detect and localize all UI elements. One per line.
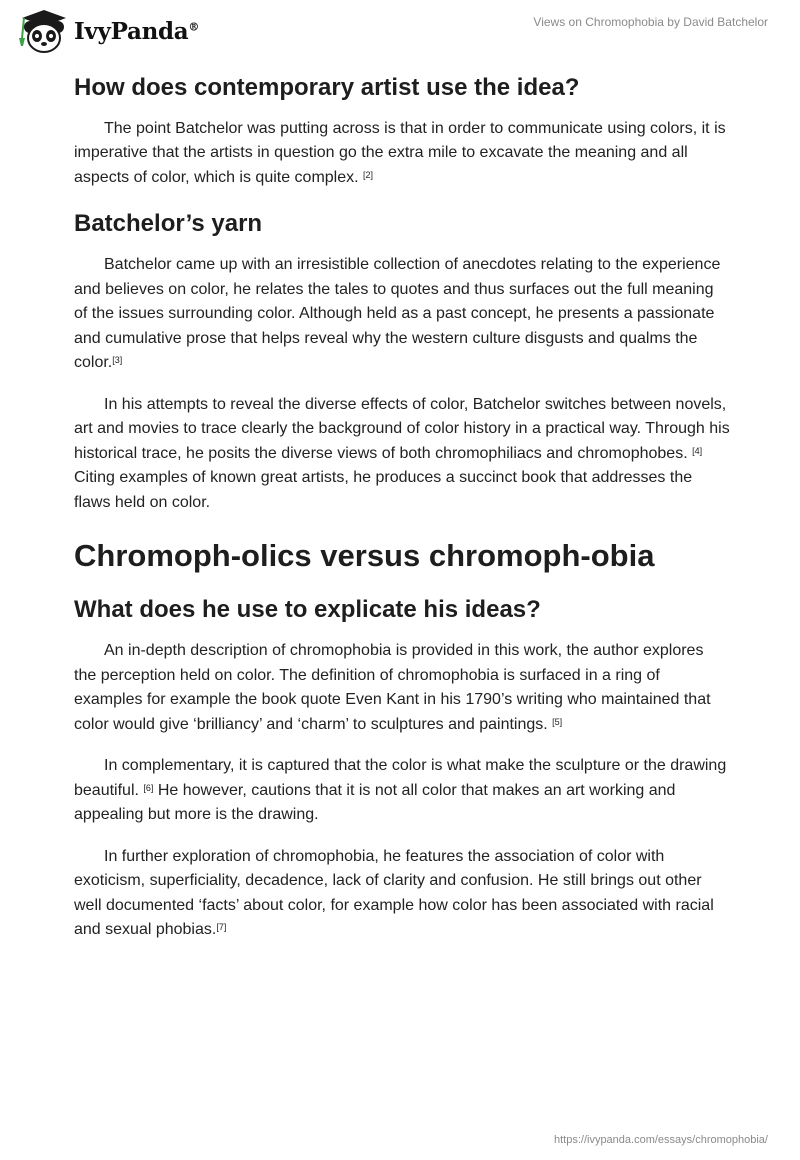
document-title: Views on Chromophobia by David Batchelor [533, 15, 768, 29]
paragraph-1: The point Batchelor was putting across is that in order to communicate using colors, it is imperative that the artists in question go the extra mile to excavate the meaning and all aspects of color, which is quite complex. [2] [74, 119, 726, 186]
footnote-ref-5[interactable]: [5] [552, 716, 563, 727]
footnote-ref-3[interactable]: [3] [112, 355, 123, 366]
page-header [0, 0, 800, 60]
footnote-ref-2[interactable]: [2] [363, 169, 374, 180]
paragraph-2: Batchelor came up with an irresistible collection of anecdotes relating to the experience and believes on color, he relates the tales to quotes and thus surfaces out the full meaning of the issues surrounding color. Although held as a past concept, he presents a passionate and cumulative prose that helps reveal why the western culture disgusts and qualms the color.[3] [74, 256, 721, 372]
heading-contemporary-artist: How does contemporary artist use the idea? [74, 74, 580, 101]
footnote-ref-4[interactable]: [4] [692, 445, 703, 456]
ivypanda-logo[interactable] [14, 8, 199, 54]
article-body [74, 70, 730, 943]
paragraph-6: In further exploration of chromophobia, he features the association of color with exoticism, superficiality, decadence, lack of clarity and confusion. He still brings out other well documented ‘facts’ about color, for example how color has been associated with racial and sexual phobias.[7] [74, 847, 714, 939]
paragraph-5: In complementary, it is captured that the color is what make the sculpture or the drawing beautiful. [6] He however, cautions that it is not all color that makes an art working and appealing but more is the drawing. [74, 757, 727, 824]
footnote-ref-7[interactable]: [7] [216, 922, 227, 933]
panda-mascot-icon [14, 8, 72, 54]
footnote-ref-6[interactable]: [6] [143, 782, 154, 793]
paragraph-3: In his attempts to reveal the diverse effects of color, Batchelor switches between novels, art and movies to trace clearly the background of color history in a practical way. Through his historical trace, he posits the diverse views of both chromophiliacs and chromophobes. [4] Citing examples of known great artists, he produces a succinct book that addresses the flaws held on color. [74, 395, 730, 511]
brand-name: IvyPanda® [74, 17, 200, 45]
heading-chromoph-olics: Chromoph-olics versus chromoph-obia [74, 538, 655, 574]
heading-explicate-ideas: What does he use to explicate his ideas? [74, 596, 541, 624]
heading-batchelors-yarn: Batchelor’s yarn [74, 210, 263, 238]
source-url[interactable]: https://ivypanda.com/essays/chromophobia/ [553, 1134, 768, 1146]
paragraph-4: An in-depth description of chromophobia is provided in this work, the author explores the perception held on color. The definition of chromophobia is surfaced in a ring of examples for example the book quote Even Kant in his 1790’s writing who maintained that color would give ‘brilliancy’ and ‘charm’ to sculptures and paintings. [5] [74, 642, 711, 733]
